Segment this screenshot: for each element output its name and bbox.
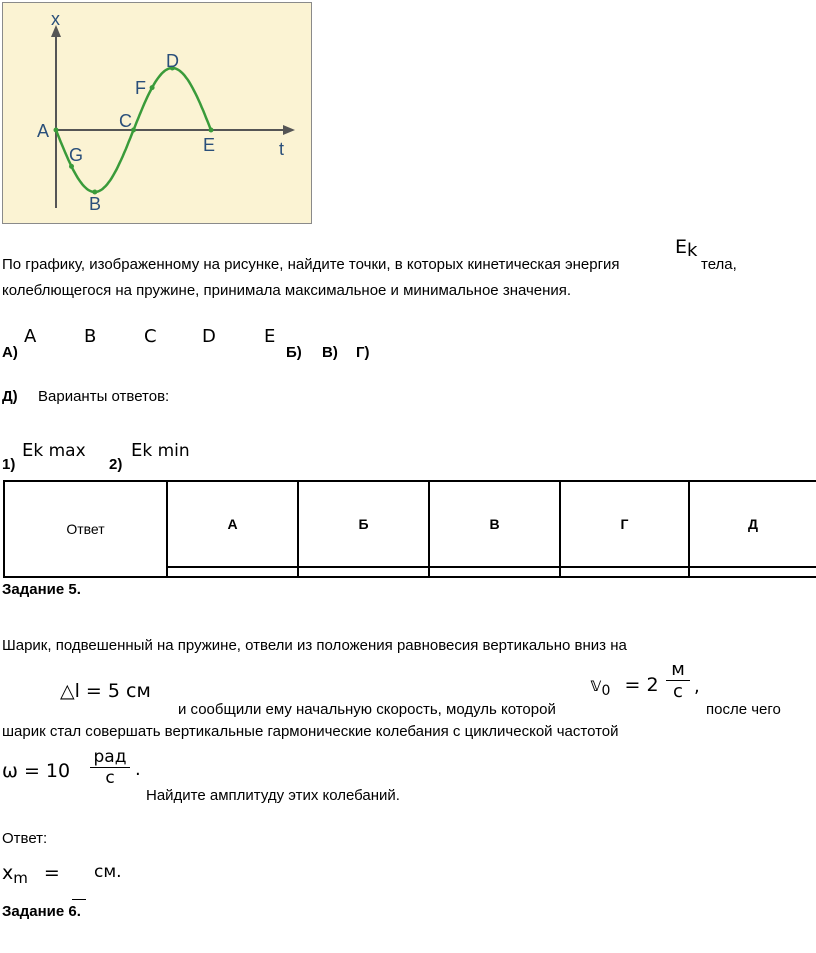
point-b: B — [84, 326, 97, 347]
point-f-dot — [150, 85, 155, 90]
option2-number: 2) — [109, 456, 123, 473]
point-e: E — [264, 326, 276, 347]
task6-heading: Задание 6. — [2, 903, 81, 920]
v0-comma: , — [694, 676, 700, 697]
v0-eq: = 2 — [624, 674, 659, 696]
x-axis-arrow — [283, 125, 295, 135]
answer-cell-v[interactable] — [429, 567, 560, 577]
task4-line1-text: По графику, изображенному на рисунке, найдите точки, в которых кинетическая энергия — [2, 256, 620, 273]
xm-formula — [2, 862, 60, 887]
option-letter-b: Б) — [286, 344, 302, 361]
answer-table — [3, 480, 816, 578]
v0-sub: 0 — [601, 683, 611, 699]
ek-sub: k — [687, 240, 698, 261]
delta-l-formula: △l = 5 см — [60, 680, 151, 702]
option2-sub: k min — [142, 441, 190, 461]
oscillation-graph — [2, 2, 312, 224]
overline-mark — [72, 899, 86, 900]
task4-line1-end: тела, — [701, 256, 737, 273]
x-axis-label: t — [279, 139, 285, 159]
point-d: D — [202, 326, 216, 347]
task5-line3: шарик стал совершать вертикальные гармонические колебания с циклической частотой — [2, 723, 619, 740]
answer-header-b: Б — [298, 481, 429, 567]
task5-mid-text: и сообщили ему начальную скорость, модуль которой — [178, 701, 556, 718]
task5-heading: Задание 5. — [2, 581, 81, 598]
option2-formula — [131, 440, 190, 461]
option1-sub: k max — [33, 441, 86, 461]
point-label-f: F — [135, 78, 146, 98]
task5-answer-label: Ответ: — [2, 830, 48, 847]
answer-header-g: Г — [560, 481, 689, 567]
variants-label: Варианты ответов: — [38, 388, 170, 405]
point-label-a: A — [37, 121, 50, 141]
omega-fraction — [90, 747, 130, 788]
point-label-b: B — [89, 194, 102, 214]
point-a-dot — [54, 128, 59, 133]
option2-symbol: E — [131, 440, 143, 461]
option1-formula — [22, 440, 86, 461]
y-axis-label: x — [51, 9, 60, 29]
option-letter-d: Д) — [2, 388, 18, 405]
option1-symbol: E — [22, 440, 34, 461]
xm-sub: m — [13, 869, 28, 887]
answer-cell-g[interactable] — [560, 567, 689, 577]
omega-numerator: рад — [93, 747, 127, 767]
point-e-dot — [209, 128, 214, 133]
answer-header-a: А — [167, 481, 298, 567]
answer-header-v: В — [429, 481, 560, 567]
task5-line1: Шарик, подвешенный на пружине, отвели из положения равновесия вертикально вниз на — [2, 637, 627, 654]
answer-cell-a[interactable] — [167, 567, 298, 577]
xm-eq: = — [43, 862, 60, 884]
v0-denominator: с — [673, 681, 683, 702]
omega-formula: ω = 10 — [2, 760, 71, 782]
omega-dot: . — [135, 759, 141, 780]
xm-unit: см. — [94, 862, 122, 882]
task4-line1 — [2, 256, 620, 273]
point-label-d: D — [166, 51, 179, 71]
v0-fraction — [666, 659, 690, 702]
v0-formula — [590, 674, 659, 699]
answer-cell-b[interactable] — [298, 567, 429, 577]
answer-cell-d[interactable] — [689, 567, 816, 577]
omega-denominator: с — [105, 768, 115, 788]
point-label-c: C — [119, 111, 132, 131]
point-a: A — [24, 326, 37, 347]
v0-symbol: 𝕧 — [590, 674, 602, 696]
answer-row-label: Ответ — [4, 481, 167, 577]
option-letter-v: В) — [322, 344, 338, 361]
option1-number: 1) — [2, 456, 16, 473]
ek-symbol: E — [675, 236, 688, 258]
task4-line2: колеблющегося на пружине, принимала максимальное и минимальное значения. — [2, 282, 572, 299]
ek-formula — [675, 236, 698, 261]
xm-symbol: x — [2, 862, 14, 884]
option-letter-g: Г) — [356, 344, 370, 361]
v0-numerator: м — [671, 659, 685, 680]
point-c: C — [144, 326, 157, 347]
point-label-g: G — [69, 145, 84, 165]
graph-svg — [3, 3, 313, 225]
task5-after-text: после чего — [706, 701, 781, 718]
task5-question: Найдите амплитуду этих колебаний. — [146, 787, 400, 804]
answer-header-d: Д — [689, 481, 816, 567]
option-letter-a: А) — [2, 344, 18, 361]
point-label-e: E — [203, 135, 216, 155]
